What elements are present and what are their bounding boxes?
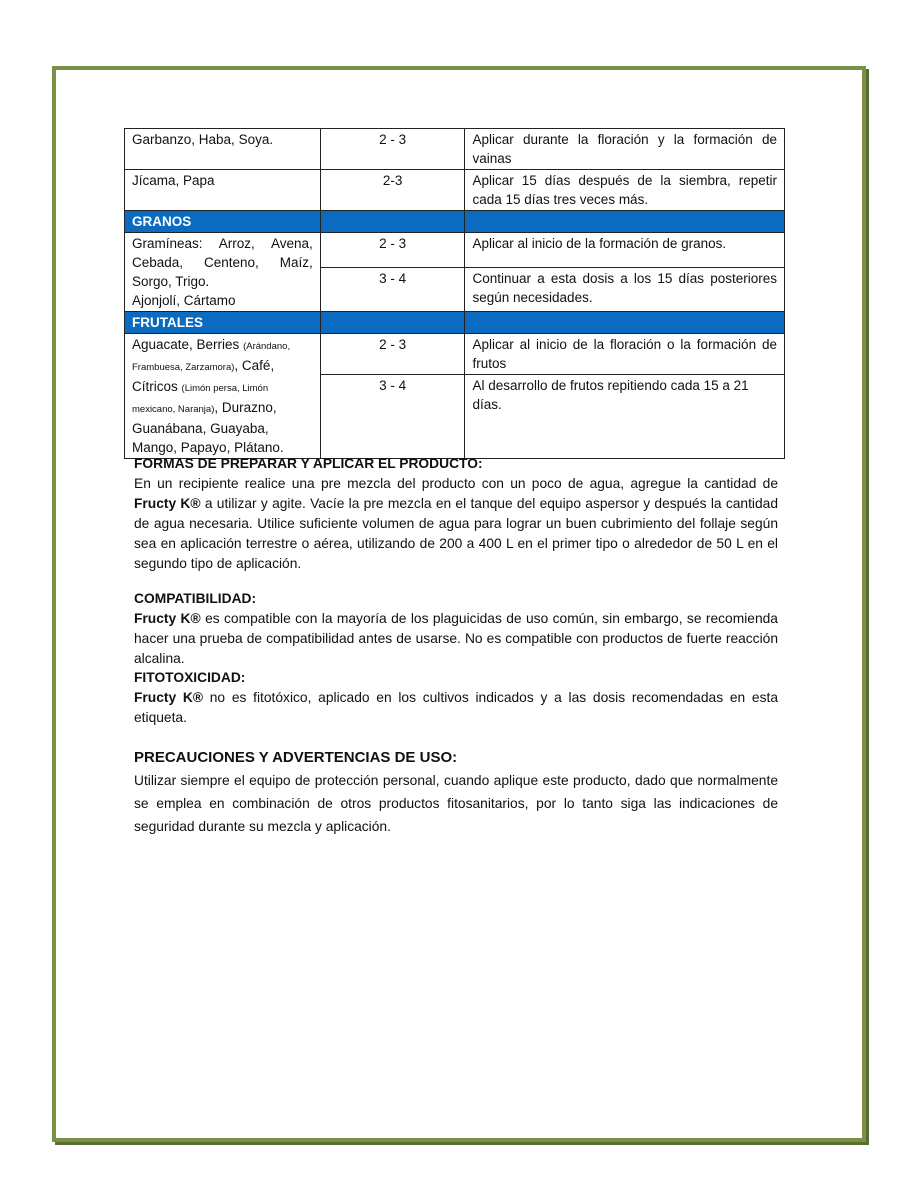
- brand-name: Fructy K®: [134, 690, 204, 705]
- application-cell: Aplicar 15 días después de la siembra, repetir cada 15 días tres veces más.: [465, 170, 785, 211]
- paragraph: [134, 688, 778, 728]
- crop-text: Ajonjolí, Cártamo: [132, 293, 236, 308]
- section-heading: FITOTOXICIDAD:: [134, 670, 246, 685]
- table-row: [125, 170, 785, 211]
- section-heading: COMPATIBILIDAD:: [134, 591, 257, 606]
- section-formas: [134, 454, 778, 574]
- section-fitotoxicidad: [134, 668, 778, 728]
- crop-text: , Durazno, Guanábana, Guayaba, Mango, Papayo, Plátano.: [132, 400, 284, 455]
- crop-subtext: (Arándano, Frambuesa, Zarzamora): [132, 341, 291, 373]
- brand-name: Fructy K®: [134, 496, 201, 511]
- section-label: GRANOS: [125, 211, 321, 233]
- section-heading: FORMAS DE PREPARAR Y APLICAR EL PRODUCTO:: [134, 456, 483, 471]
- paragraph-text: En un recipiente realice una pre mezcla del producto con un poco de agua, agregue la cantidad de: [134, 476, 778, 491]
- section-heading: PRECAUCIONES Y ADVERTENCIAS DE USO:: [134, 749, 458, 766]
- application-cell: Aplicar al inicio de la formación de granos.: [465, 233, 785, 268]
- section-header-frutales: [125, 312, 785, 334]
- dose-cell: 2 - 3: [320, 233, 465, 268]
- crop-cell: [125, 233, 321, 312]
- dose-cell: 3 - 4: [320, 375, 465, 459]
- section-label: FRUTALES: [125, 312, 321, 334]
- application-cell: Aplicar al inicio de la floración o la formación de frutos: [465, 334, 785, 375]
- brand-name: Fructy K®: [134, 611, 201, 626]
- paragraph: [134, 474, 778, 574]
- table-row: [125, 129, 785, 170]
- dose-cell: 2 - 3: [320, 129, 465, 170]
- paragraph: [134, 609, 778, 669]
- table-row: [125, 334, 785, 375]
- dose-cell: 2 - 3: [320, 334, 465, 375]
- crop-text: Gramíneas: Arroz, Avena, Cebada, Centeno, Maíz, Sorgo, Trigo.: [132, 236, 313, 289]
- paragraph-text: es compatible con la mayoría de los plaguicidas de uso común, sin embargo, se recomienda hacer una prueba de compatibilidad antes de usarse. No es compatible con productos de fuerte reacción alcalina.: [134, 611, 778, 666]
- crop-text: , Café,: [234, 358, 275, 373]
- crop-text: Aguacate, Berries: [132, 337, 240, 352]
- paragraph-text: a utilizar y agite. Vacíe la pre mezcla en el tanque del equipo aspersor y después la cantidad de agua necesaria. Utilice suficiente volumen de agua para lograr un buen cubrimiento del follaje según sea en aplicación terrestre o aérea, utilizando de 200 a 400 L en el primer tipo o alrededor de 50 L en el segundo tipo de aplicación.: [134, 496, 779, 571]
- paragraph: Utilizar siempre el equipo de protección personal, cuando aplique este producto, dado que normalmente se emplea en combinación de otros productos fitosanitarios, por lo tanto siga las indicaciones de seguridad durante su mezcla y aplicación.: [134, 773, 778, 834]
- crop-cell: Jícama, Papa: [125, 170, 321, 211]
- crop-subtext: (Limón persa, Limón mexicano, Naranja): [132, 383, 269, 415]
- dose-cell: 2-3: [320, 170, 465, 211]
- crop-text: Cítricos: [132, 379, 178, 394]
- application-cell: Continuar a esta dosis a los 15 días posteriores según necesidades.: [465, 268, 785, 312]
- paragraph-text: no es fitotóxico, aplicado en los cultivos indicados y a las dosis recomendadas en esta etiqueta.: [134, 690, 778, 725]
- crop-cell: [125, 334, 321, 459]
- dosage-table: [124, 128, 785, 459]
- dose-cell: 3 - 4: [320, 268, 465, 312]
- crop-cell: Garbanzo, Haba, Soya.: [125, 129, 321, 170]
- section-precauciones: [134, 746, 778, 838]
- section-header-granos: [125, 211, 785, 233]
- application-cell: Aplicar durante la floración y la formación de vainas: [465, 129, 785, 170]
- section-compatibilidad: [134, 589, 778, 669]
- application-cell: Al desarrollo de frutos repitiendo cada 15 a 21 días.: [465, 375, 785, 459]
- table-row: [125, 233, 785, 268]
